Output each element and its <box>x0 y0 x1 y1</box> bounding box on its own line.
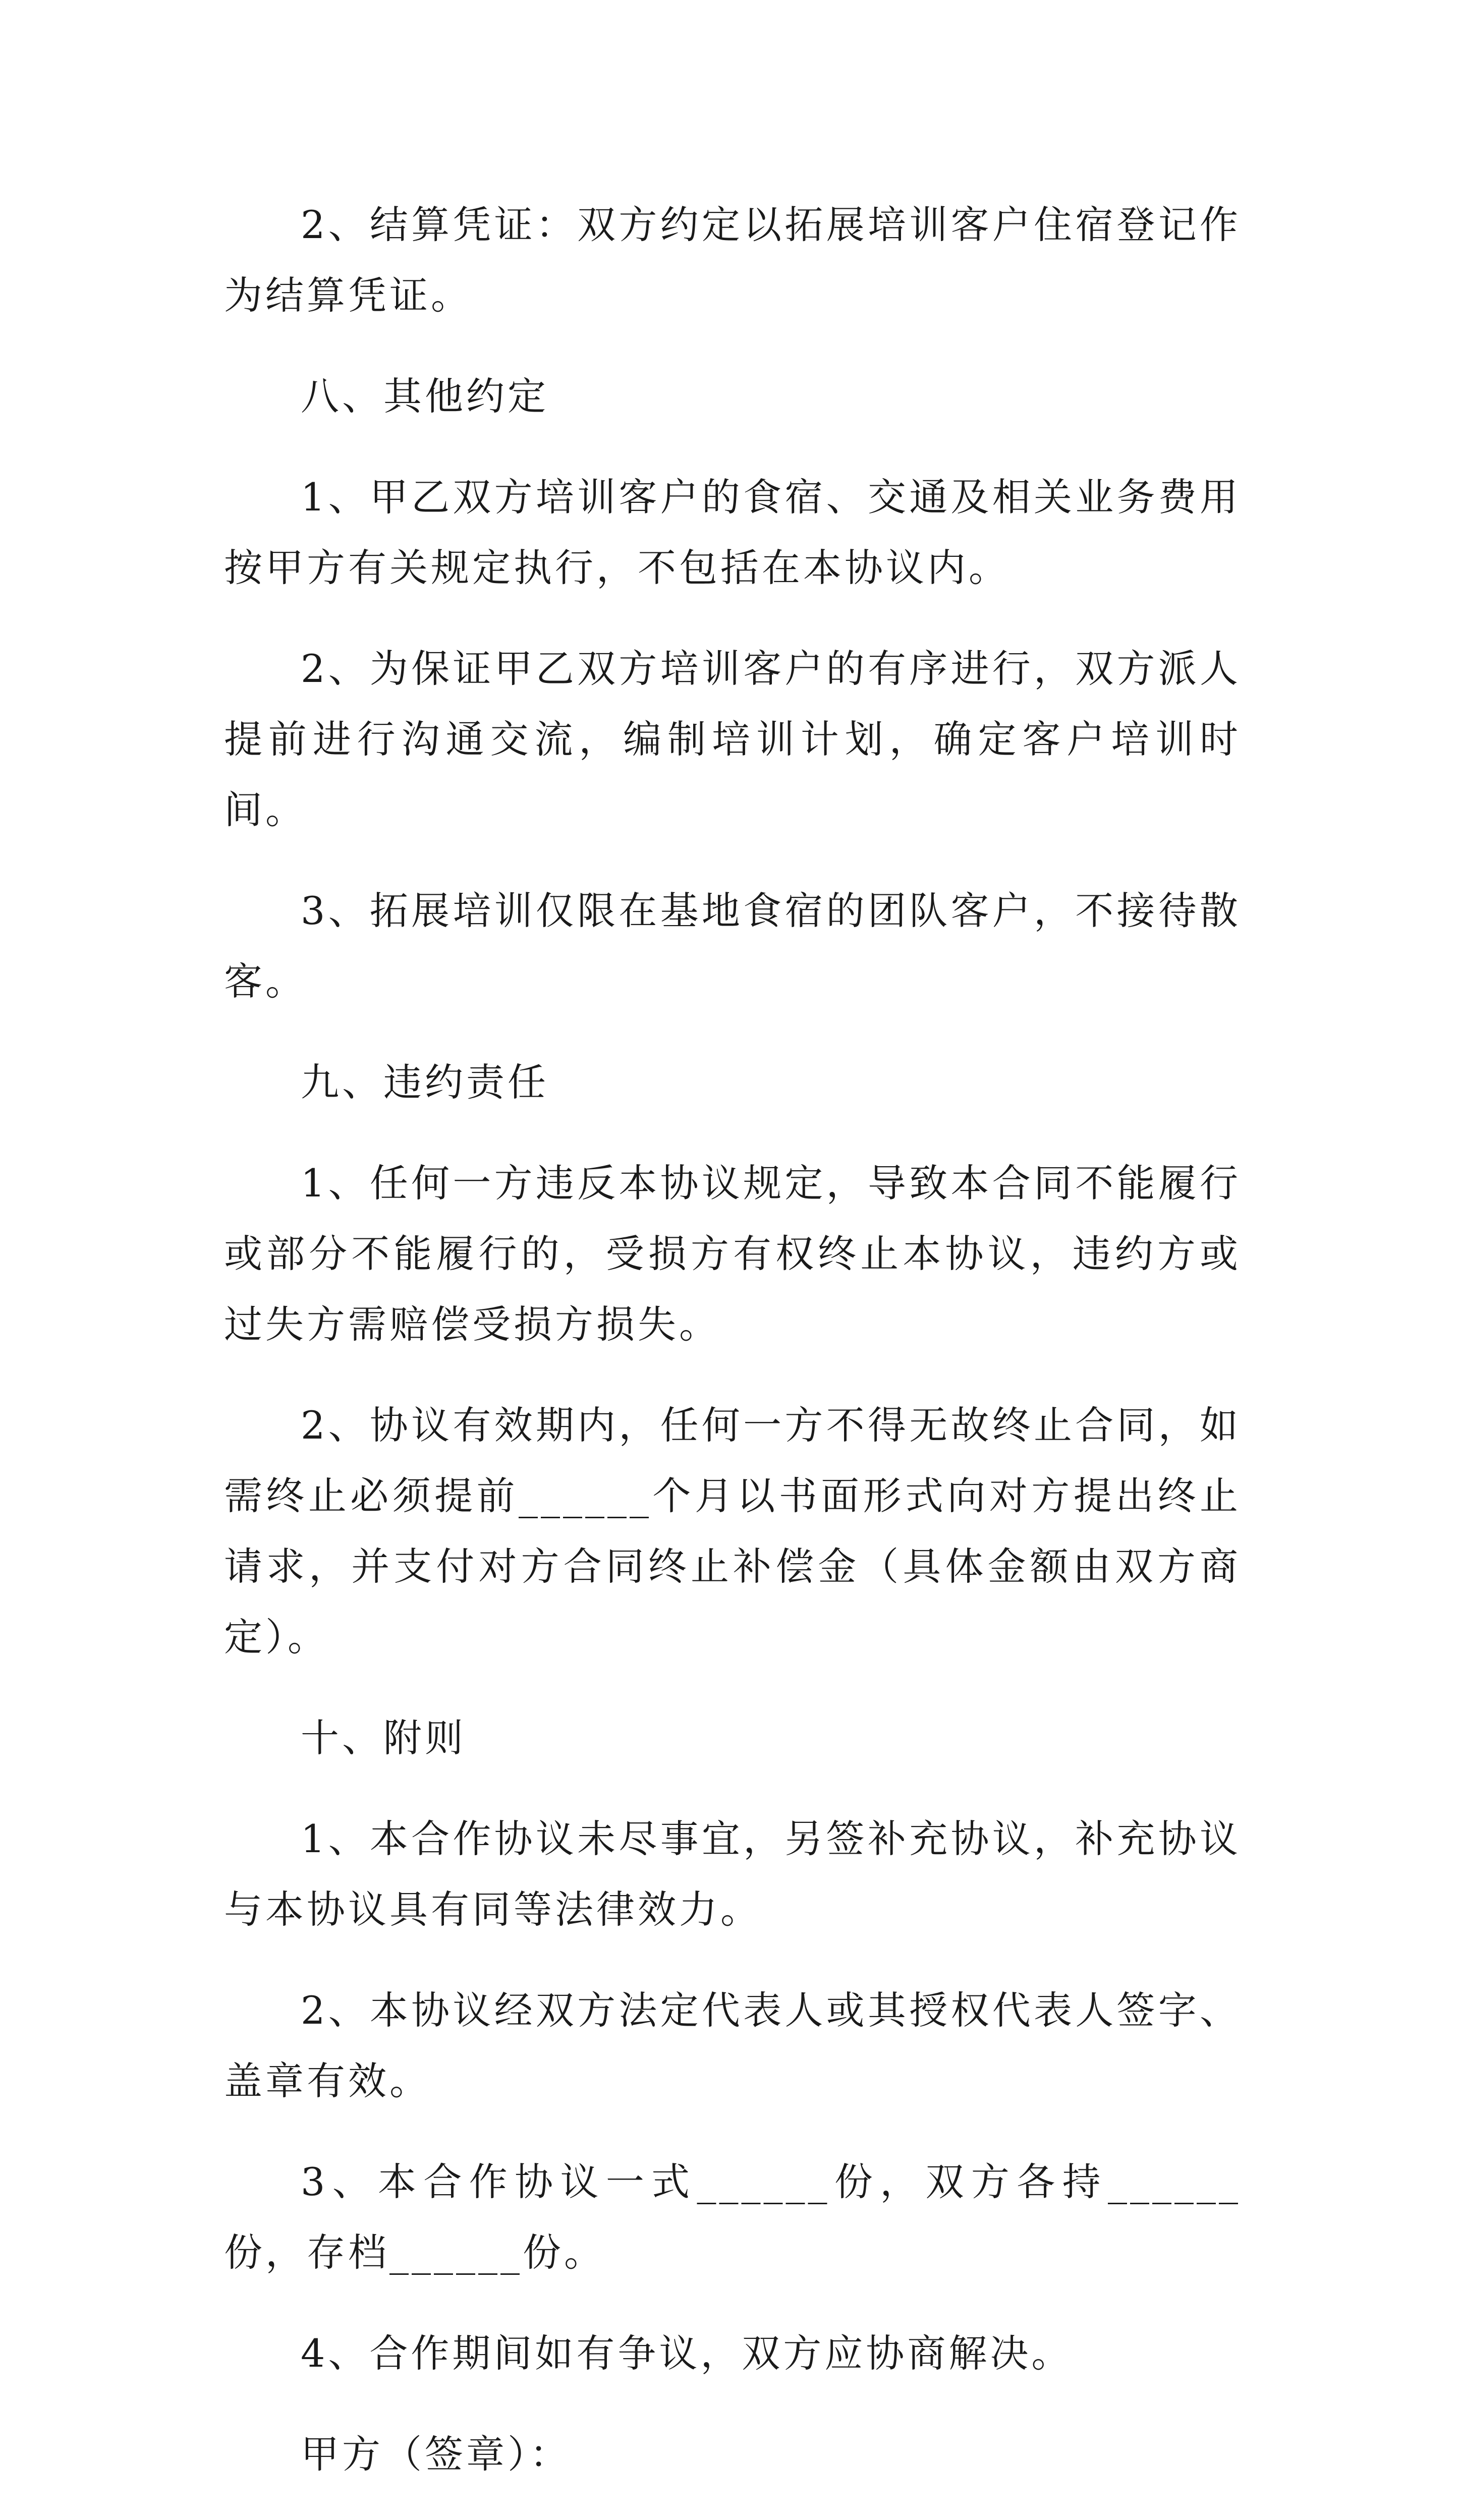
paragraph-copies: 3、本合作协议一式______份，双方各持______份，存档______份。 <box>224 2159 1241 2275</box>
paragraph-supplementary-agreement: 1、本合作协议未尽事宜，另签补充协议，补充协议与本协议具有同等法律效力。 <box>224 1816 1241 1932</box>
paragraph-team-customers: 3、拓展培训仅限在基地食宿的团队客户，不接待散客。 <box>224 888 1241 1004</box>
paragraph-termination: 2、协议有效期内，任何一方不得无故终止合同，如需终止必须提前______个月以书面形式向对方提出终止请求，并支付对方合同终止补偿金（具体金额由双方商定）。 <box>224 1403 1241 1659</box>
paragraph-breach: 1、任何一方违反本协议规定，导致本合同不能履行或部分不能履行的，受损方有权终止本协议，违约方或过失方需赔偿受损方损失。 <box>224 1161 1241 1347</box>
section-heading-supplementary: 十、附则 <box>301 1715 466 1760</box>
paragraph-communication: 2、为保证甲乙双方培训客户的有序进行，双方派人提前进行沟通交流，编制培训计划，确定客户培训时间。 <box>224 646 1241 832</box>
paragraph-signature-validity: 2、本协议经双方法定代表人或其授权代表人签字、盖章有效。 <box>224 1988 1241 2103</box>
section-heading-other-agreements: 八、其他约定 <box>301 374 549 419</box>
paragraph-disputes: 4、合作期间如有争议，双方应协商解决。 <box>301 2331 1073 2376</box>
document-page <box>224 190 1241 2520</box>
paragraph-settlement-voucher: 2、结算凭证：双方约定以拓展培训客户住宿登记作为结算凭证。 <box>224 202 1241 318</box>
paragraph-expenses: 1、甲乙双方培训客户的食宿、交通及相关业务费用按甲方有关规定执行，不包括在本协议内。 <box>224 475 1241 590</box>
section-heading-liability: 九、违约责任 <box>301 1060 549 1105</box>
party-a-signature-label: 甲方（签章）： <box>301 2432 571 2477</box>
